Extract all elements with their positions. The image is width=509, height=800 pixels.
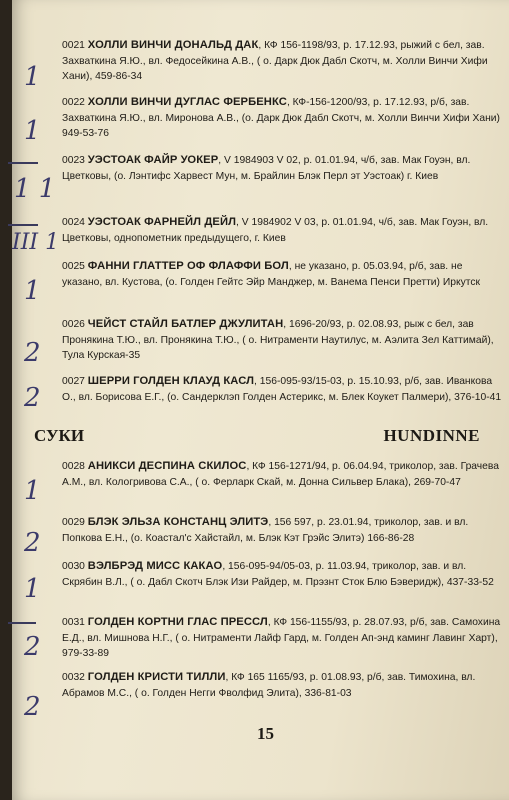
entry-number: 0028: [62, 461, 85, 472]
entry-details: , 156-095-94/05-03, р. 11.03.94, триколор, зав. и вл. Скрябин В.Л., ( о. Дабл Скотч Блэк Изи Райдер, м. Прэзнт Сток Блю Бэверидж), 437-33-52: [62, 561, 494, 588]
catalog-page: [12, 0, 509, 800]
dog-name: ШЕРРИ ГОЛДЕН КЛАУД КАСЛ: [87, 375, 255, 387]
entry-details: , 156-095-93/15-03, р. 15.10.93, р/б, зав. Иванкова О., вл. Борисова Е.Г., (о. Сандерклэп Голден Астерикс, м. Блек Коукет Палмери), 376-10-41: [62, 376, 502, 403]
entry-details: , V 1984903 V 02, р. 01.01.94, ч/б, зав. Мак Гоуэн, вл. Цветковы, (о. Лэнтифс Харвест Мун, м. Брайлин Блэк Перл эт Уэстоак) г. Киев: [62, 155, 471, 182]
list-item: [62, 153, 502, 184]
handwritten-mark: 2: [24, 528, 41, 558]
handwritten-mark: 2: [24, 632, 41, 662]
entry-number: 0024: [62, 217, 85, 228]
list-item: [62, 459, 502, 490]
dog-name: АНИКСИ ДЕСПИНА СКИЛОС: [87, 460, 247, 472]
entry-number: 0022: [62, 97, 85, 108]
list-item: [62, 95, 502, 142]
entry-details: , КФ 156-1155/93, р. 28.07.93, р/б, зав. Самохина Е.Д., вл. Мишнова Н.Г., ( о. Нитраменти Лайф Гард, м. Голден Ап-энд каминг Лавинг Харт), 979-33-89: [62, 617, 501, 659]
page-number: 15: [257, 724, 274, 743]
handwritten-mark: 1 1: [14, 174, 56, 204]
list-item: [62, 38, 502, 85]
pen-stroke: [8, 162, 38, 164]
entry-details: , КФ 156-1271/94, р. 06.04.94, триколор, зав. Грачева А.М., вл. Кологривова С.А., ( о. Ферларк Скай, м. Донна Сильвер Блака), 269-70-47: [62, 461, 499, 488]
dog-name: ХОЛЛИ ВИНЧИ ДОНАЛЬД ДАК: [87, 39, 259, 51]
entry-number: 0032: [62, 672, 85, 683]
section-title-ru: СУКИ: [34, 426, 85, 445]
handwritten-mark: 2: [24, 692, 41, 722]
entry-details: , КФ 156-1198/93, р. 17.12.93, рыжий с бел, зав. Захваткина Я.Ю., вл. Федосейкина А.В., ( о. Дарк Дюк Дабл Скотч, м. Холли Винчи Хифи Хани), 459-86-34: [62, 40, 488, 82]
entry-number: 0021: [62, 40, 85, 51]
list-item: [62, 615, 502, 662]
handwritten-mark: 1: [24, 62, 41, 92]
handwritten-mark: 1: [24, 116, 41, 146]
dog-name: ГОЛДЕН КРИСТИ ТИЛЛИ: [87, 671, 226, 683]
dog-name: ФАННИ ГЛАТТЕР ОФ ФЛАФФИ БОЛ: [87, 260, 289, 272]
handwritten-mark: 2: [24, 383, 41, 413]
entry-details: , V 1984902 V 03, р. 01.01.94, ч/б, зав. Мак Гоуэн, вл. Цветковы, однопометник предыдущего, г. Киев: [62, 217, 489, 244]
list-item: [62, 215, 502, 246]
dog-name: БЛЭК ЭЛЬЗА КОНСТАНЦ ЭЛИТЭ: [87, 516, 269, 528]
entry-number: 0027: [62, 376, 85, 387]
dog-name: ВЭЛБРЭД МИСС КАКАО: [87, 560, 223, 572]
dog-name: УЭСТОАК ФАЙР УОКЕР: [87, 154, 219, 166]
list-item: [62, 259, 502, 290]
entry-number: 0030: [62, 561, 85, 572]
dog-name: ХОЛЛИ ВИНЧИ ДУГЛАС ФЕРБЕНКС: [87, 96, 287, 108]
entry-number: 0026: [62, 319, 85, 330]
list-item: [62, 374, 502, 405]
dog-name: ЧЕЙСТ СТАЙЛ БАТЛЕР ДЖУЛИТАН: [87, 318, 284, 330]
handwritten-mark: 1: [24, 476, 41, 506]
entry-number: 0025: [62, 261, 85, 272]
list-item: [62, 317, 502, 364]
entry-number: 0029: [62, 517, 85, 528]
list-item: [62, 515, 502, 546]
handwritten-mark: 2: [24, 338, 41, 368]
list-item: [62, 559, 502, 590]
handwritten-mark: III 1: [12, 230, 60, 255]
entry-details: , КФ 165 1165/93, р. 01.08.93, р/б, зав. Тимохина, вл. Абрамов М.С., ( о. Голден Негги Фволфид Элита), 336-81-03: [62, 672, 476, 699]
entry-details: , 1696-20/93, р. 02.08.93, рыж с бел, зав Пронякина Т.Ю., вл. Пронякина Т.Ю., ( о. Нитраменти Наутилус, м. Аэлита Зел Каттимай), Тула Курская-35: [62, 319, 494, 361]
entry-number: 0031: [62, 617, 85, 628]
pen-stroke: [8, 622, 36, 624]
dog-name: УЭСТОАК ФАРНЕЙЛ ДЕЙЛ: [87, 216, 237, 228]
list-item: [62, 670, 502, 701]
pen-stroke: [8, 224, 38, 226]
handwritten-mark: 1: [24, 574, 41, 604]
handwritten-mark: 1: [24, 276, 41, 306]
entry-number: 0023: [62, 155, 85, 166]
entry-details: , не указано, р. 05.03.94, р/б, зав. не указано, вл. Кустова, (о. Голден Гейтс Эйр Манджер, м. Ванема Пенси Претти) Иркутск: [62, 261, 480, 288]
section-title-no: HUNDINNE: [383, 426, 480, 445]
dog-name: ГОЛДЕН КОРТНИ ГЛАС ПРЕССЛ: [87, 616, 268, 628]
entry-details: , 156 597, р. 23.01.94, триколор, зав. и вл. Попкова Е.Н., (о. Коастал'с Хайстайл, м. Блэк Кэт Грэйс Элитэ) 166-86-28: [62, 517, 469, 544]
entry-details: , КФ-156-1200/93, р. 17.12.93, р/б, зав. Захваткина Я.Ю., вл. Миронова А.В., (о. Дарк Дюк Дабл Скотч, м. Холли Винчи Хифи Хани) 949-53-76: [62, 97, 500, 139]
